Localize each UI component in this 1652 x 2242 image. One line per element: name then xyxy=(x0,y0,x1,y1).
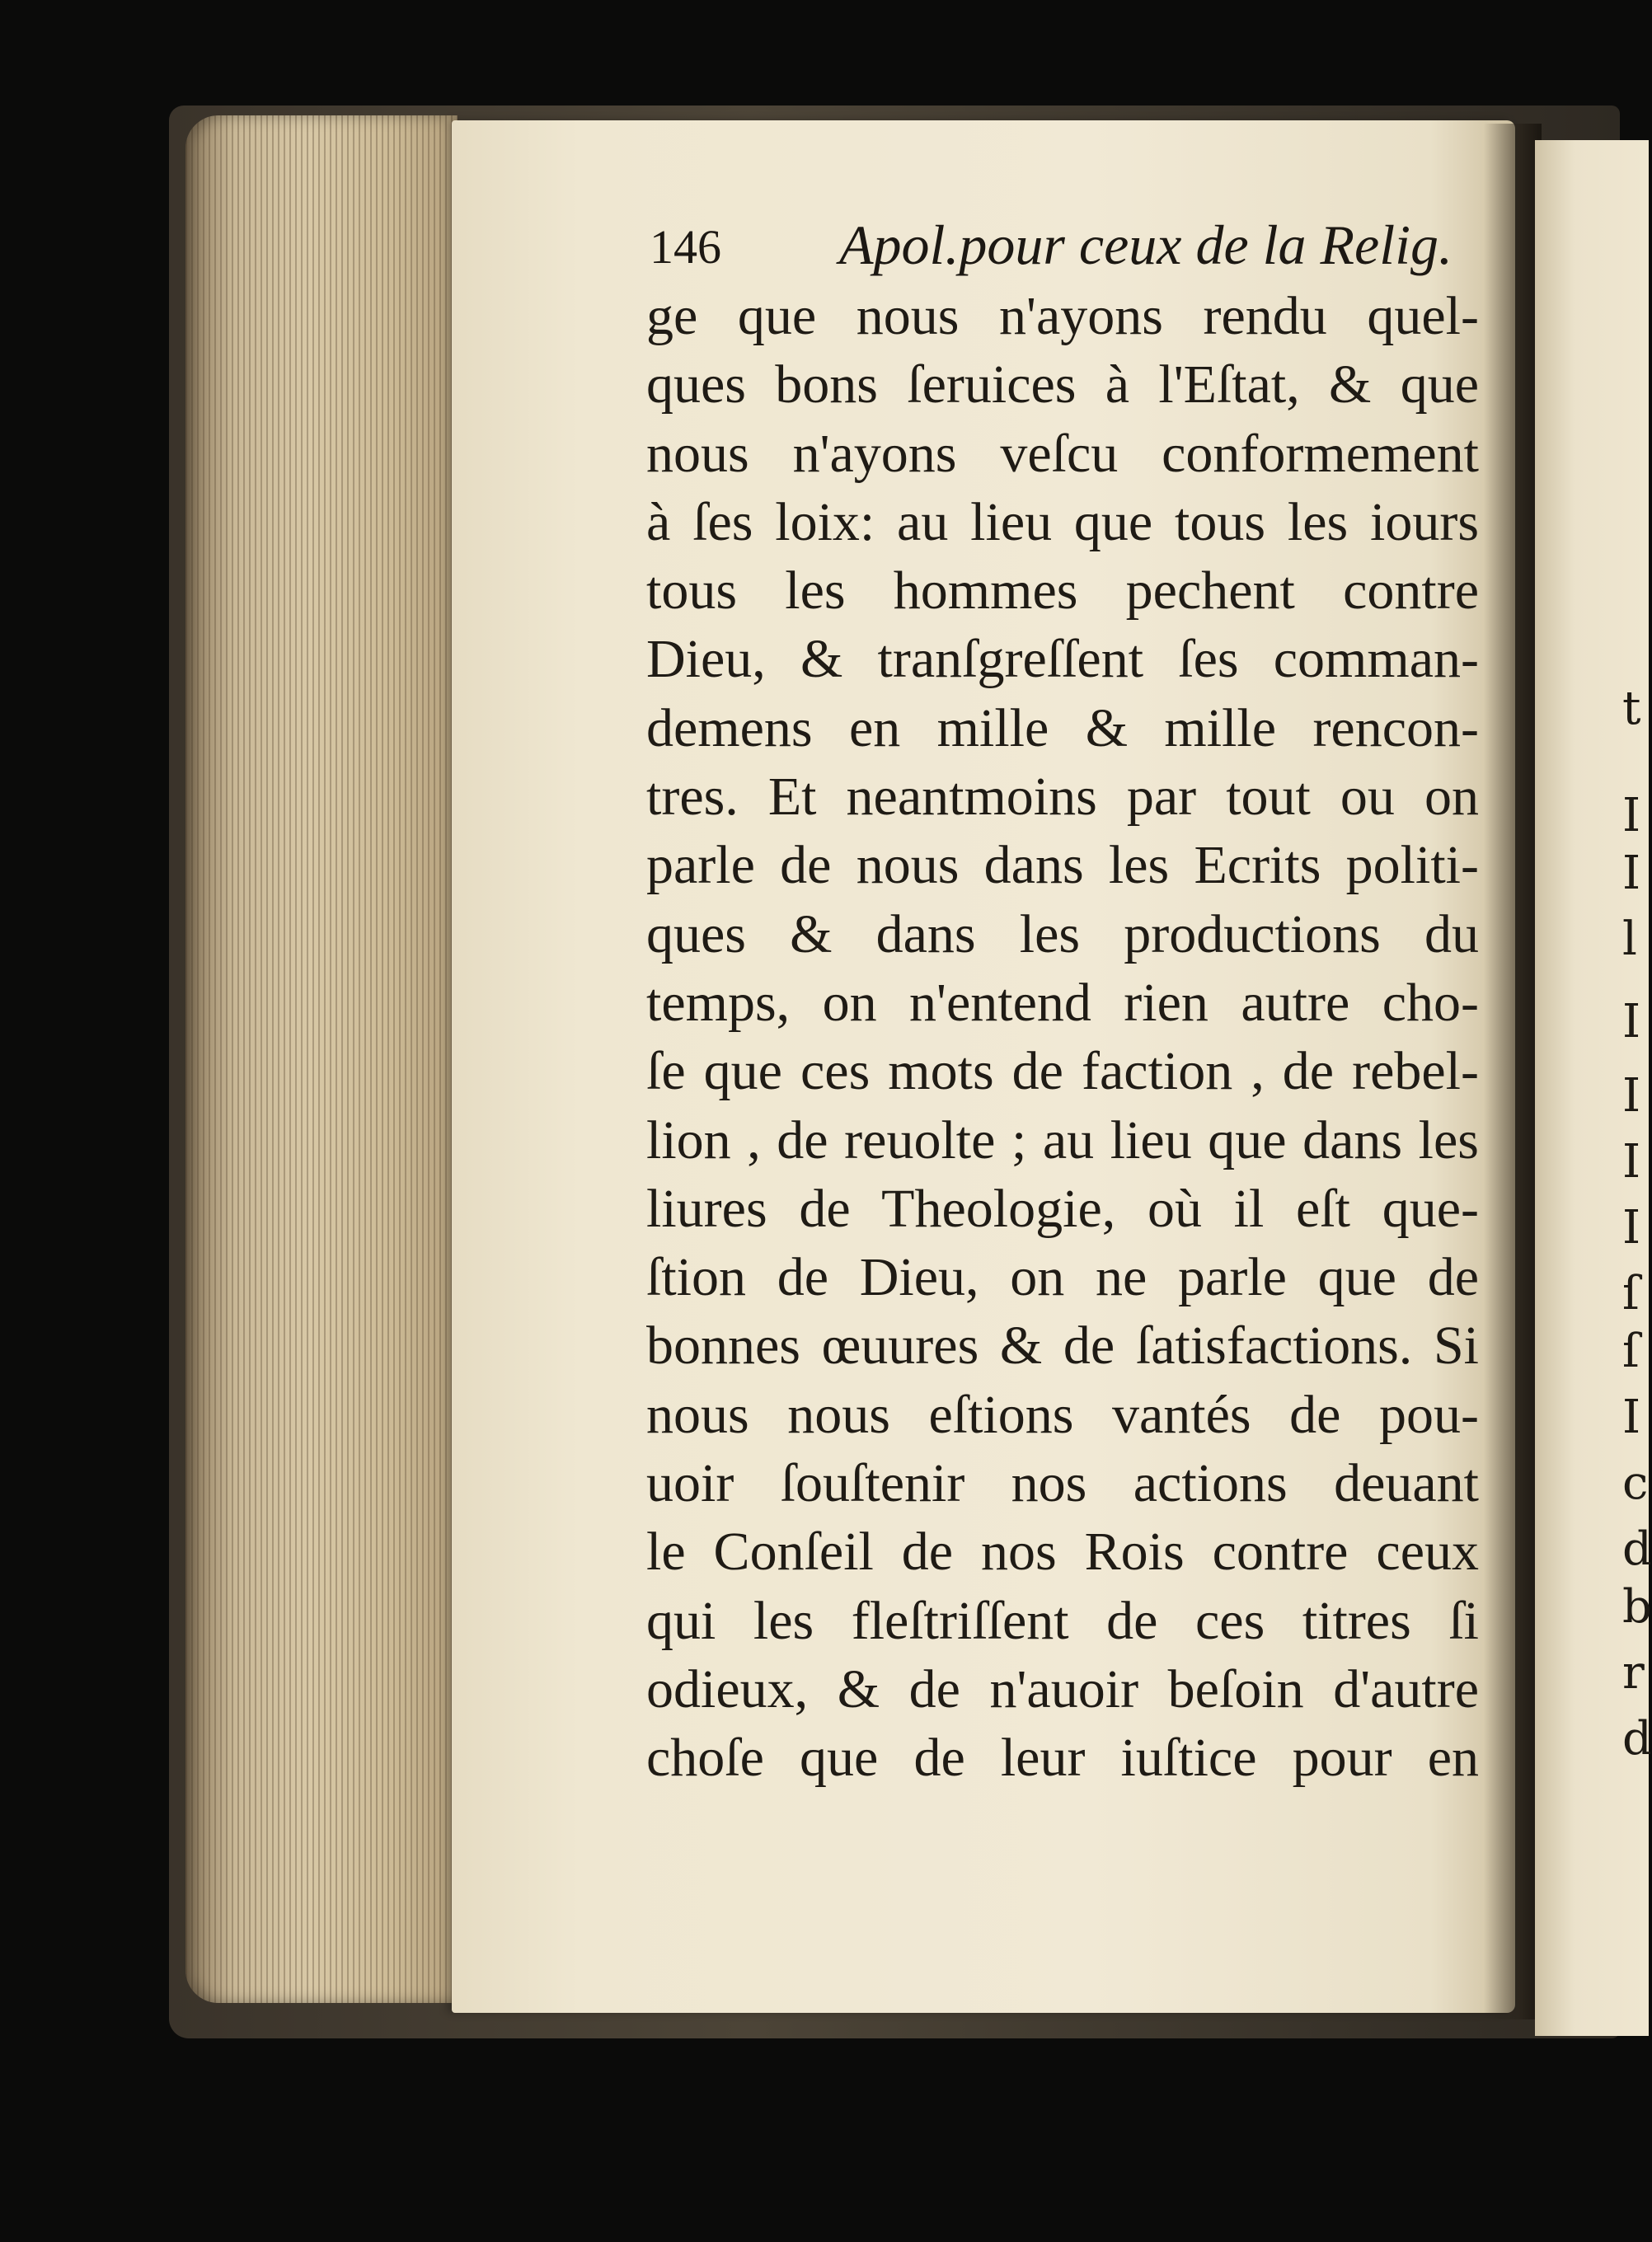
text-line: tous les hommes pechent contre xyxy=(646,560,1479,621)
text-line: parle de nous dans les Ecrits politi- xyxy=(646,835,1479,896)
running-title: Apol.pour ceux de la Relig. xyxy=(839,213,1453,276)
facing-letter: I xyxy=(1622,1135,1641,1189)
text-line: nous n'ayons veſcu conformement xyxy=(646,423,1479,484)
text-line: temps, on n'entend rien autre cho- xyxy=(646,972,1479,1033)
text-line: ques & dans les productions du xyxy=(646,903,1479,964)
facing-letter: ſ xyxy=(1622,1267,1640,1320)
text-line: ſe que ces mots de faction , de rebel- xyxy=(646,1041,1479,1102)
facing-letter: I xyxy=(1622,1201,1641,1255)
facing-letter: r xyxy=(1622,1646,1645,1700)
page-gutter xyxy=(1484,124,1542,2019)
text-line: choſe que de leur iuſtice pour en xyxy=(646,1728,1479,1789)
facing-page-letters xyxy=(1622,0,1652,2242)
facing-letter: ſ xyxy=(1622,1325,1640,1378)
facing-letter: c xyxy=(1622,1456,1649,1510)
text-line: demens en mille & mille rencon- xyxy=(646,697,1479,758)
facing-letter: l xyxy=(1622,912,1637,966)
text-line: qui les fleſtriſſent de ces titres ſi xyxy=(646,1590,1479,1651)
text-line: ſtion de Dieu, on ne parle que de xyxy=(646,1247,1479,1308)
facing-letter: d xyxy=(1622,1712,1652,1766)
text-line: lion , de reuolte ; au lieu que dans les xyxy=(646,1109,1479,1170)
text-line: ques bons ſeruices à l'Eſtat, & que xyxy=(646,354,1479,415)
facing-letter: I xyxy=(1622,789,1641,842)
body-text xyxy=(646,282,1479,1793)
text-line: liures de Theologie, où il eſt que- xyxy=(646,1178,1479,1239)
facing-letter: I xyxy=(1622,1069,1641,1123)
text-line: Dieu, & tranſgreſſent ſes comman- xyxy=(646,629,1479,690)
text-line: bonnes œuures & de ſatisfactions. Si xyxy=(646,1316,1479,1377)
facing-letter: b xyxy=(1622,1580,1652,1634)
text-line: tres. Et neantmoins par tout ou on xyxy=(646,767,1479,828)
facing-letter: I xyxy=(1622,1391,1641,1444)
facing-letter: I xyxy=(1622,847,1641,900)
page-block-edges xyxy=(185,115,458,2003)
facing-letter: t xyxy=(1622,682,1641,735)
text-line: ge que nous n'ayons rendu quel- xyxy=(646,286,1479,346)
facing-letter: I xyxy=(1622,995,1641,1048)
text-line: nous nous eſtions vantés de pou- xyxy=(646,1384,1479,1445)
text-line: uoir ſouſtenir nos actions deuant xyxy=(646,1453,1479,1514)
text-line: à ſes loix: au lieu que tous les iours xyxy=(646,491,1479,552)
text-line: le Conſeil de nos Rois contre ceux xyxy=(646,1522,1479,1583)
text-line: odieux, & de n'auoir beſoin d'autre xyxy=(646,1658,1479,1719)
page-number: 146 xyxy=(650,220,721,274)
running-head xyxy=(650,213,1453,287)
facing-letter: d xyxy=(1622,1522,1652,1576)
